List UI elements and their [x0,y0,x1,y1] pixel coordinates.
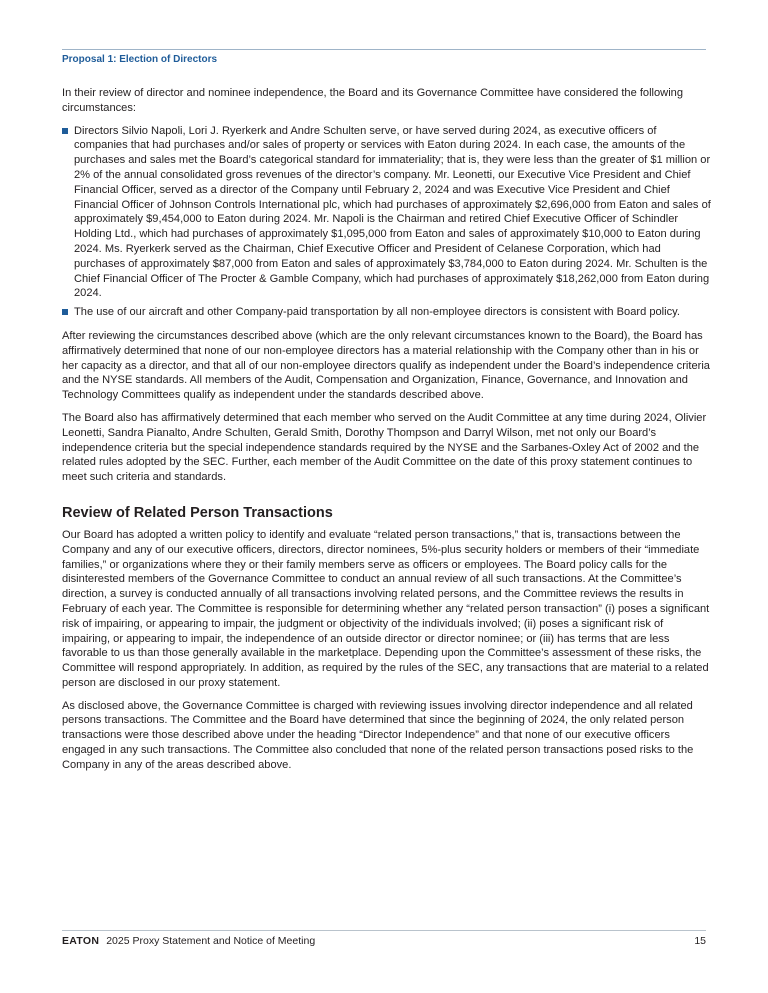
document-title: 2025 Proxy Statement and Notice of Meeting [106,935,316,947]
related-person-conclusion-paragraph: As disclosed above, the Governance Committee is charged with reviewing issues involving director independence and all related persons transactions. The Committee and the Board have determined that since the beginning of 2024, the only related person transactions were those described above under the heading “Director Independence” and that none of our executive officers engaged in any such transactions. The Committee also concluded that none of the related person transactions posed risks to the Company in any of the areas described above. [62,699,694,771]
section-label: Proposal 1: Election of Directors [62,54,218,65]
independence-determination-paragraph: After reviewing the circumstances described above (which are the only relevant circumstances known to the Board), the Board has affirmatively determined that none of our non-employee directors has a material relationship with the Company other than in his or her capacity as a director, and that all of our non-employee directors qualify as independent under the Board’s independence criteria and the NYSE standards. All members of the Audit, Compensation and Organization, Finance, Governance, and Innovation and Technology Committees qualify as independent under the standards described above. [62,329,710,402]
header-divider [62,49,706,50]
brand-logo: EATON [62,935,100,947]
section-heading: Review of Related Person Transactions [62,504,333,521]
page-number: 15 [694,935,706,947]
intro-paragraph: In their review of director and nominee independence, the Board and its Governance Committee have considered the following circumstances: [62,87,684,114]
list-item [62,124,712,302]
footer-divider [62,930,706,931]
list-item-text: The use of our aircraft and other Company-paid transportation by all non-employee directors is consistent with Board policy. [74,306,680,319]
audit-committee-paragraph: The Board also has affirmatively determined that each member who served on the Audit Committee at any time during 2024, Olivier Leonetti, Sandra Pianalto, Andre Schulten, Gerald Smith, Dorothy Thompson and Darryl Wilson, met not only our Board’s independence criteria but the special independence standards required by the NYSE and the Sarbanes-Oxley Act of 2002 and the related rules adopted by the SEC. Further, each member of the Audit Committee on the date of this proxy statement continues to meet such criteria and standards. [62,411,707,484]
circumstances-list [62,124,712,320]
page-content [62,86,712,781]
list-item [62,305,712,320]
page-footer [62,934,706,948]
square-bullet-icon [62,309,68,315]
related-person-policy-paragraph: Our Board has adopted a written policy to identify and evaluate “related person transactions,” that is, transactions between the Company and any of our executive officers, directors, director nominees, 5%-plus security holders or members of their “immediate families,” or organizations where they or their family members serve as officers or employees. The Board policy calls for the disinterested members of the Governance Committee to conduct an annual review of all such transactions. At the Committee’s direction, a survey is conducted annually of all transactions involving related persons, and the Committee reviews the results in February of each year. The Committee is responsible for determining whether any “related person transaction” (i) poses a significant risk of impairing, or appearing to impair, the judgment or objectivity of the individuals involved; (ii) poses a significant risk of impairing, or appearing to impair, the independence of an outside director or director nominee; or (iii) has terms that are less favorable to us than those generally available in the marketplace. Depending upon the Committee’s assessment of these risks, the Committee will respond appropriately. In addition, as required by the rules of the SEC, any transactions that are material to a related person are disclosed in our proxy statement. [62,528,710,689]
list-item-text: Directors Silvio Napoli, Lori J. Ryerkerk and Andre Schulten serve, or have served during 2024, as executive officers of companies that had purchases and/or sales of property or services with Eaton during 2024. In each case, the amounts of the purchases and sales met the Board’s categorical standard for immateriality; that is, they were less than the greater of $1 million or 2% of the annual consolidated gross revenues of the director’s company. Mr. Leonetti, our Executive Vice President and Chief Financial Officer, served as a director of the Company until February 2, 2024 and was Executive Vice President and Chief Financial Officer of Johnson Controls International plc, which had purchases of approximately $2,696,000 from Eaton and sales of approximately $9,454,000 to Eaton during 2024. Mr. Napoli is the Chairman and retired Chief Executive Officer of Schindler Holding Ltd., which had purchases of approximately $1,095,000 from Eaton and sales of approximately $10,000 to Eaton during 2024. Ms. Ryerkerk served as the Chairman, Chief Executive Officer and President of Celanese Corporation, which had purchases of approximately $87,000 from Eaton and sales of approximately $3,784,000 to Eaton during 2024. Mr. Schulten is the Chief Financial Officer of The Procter & Gamble Company, which had purchases of approximately $18,262,000 from Eaton during 2024. [74,124,711,300]
square-bullet-icon [62,128,68,134]
